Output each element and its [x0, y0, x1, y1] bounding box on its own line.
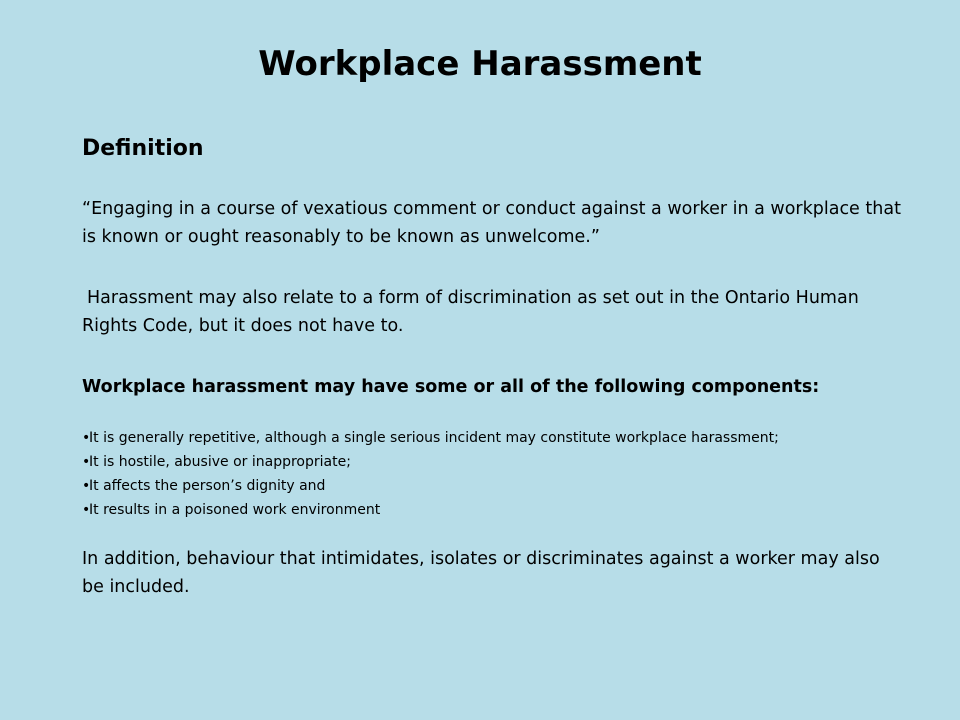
list-item [82, 426, 902, 450]
bullet-icon: • [82, 502, 91, 518]
list-item-text: It is generally repetitive, although a single serious incident may constitute workplace harassment; [89, 430, 779, 446]
list-item-text: It results in a poisoned work environment [89, 502, 381, 518]
definition-heading: Definition [82, 136, 204, 161]
definition-quote: “Engaging in a course of vexatious comment or conduct against a worker in a workplace that is known or ought reasonably to be known as unwelcome.” [82, 199, 901, 247]
discrimination-note: Harassment may also relate to a form of discrimination as set out in the Ontario Human Rights Code, but it does not have to. [82, 288, 859, 336]
bullet-icon: • [82, 478, 91, 494]
list-item [82, 474, 902, 498]
slide-content [82, 136, 902, 601]
list-item [82, 498, 902, 522]
list-item-text: It is hostile, abusive or inappropriate; [89, 454, 351, 470]
bullet-icon: • [82, 454, 91, 470]
components-list [82, 426, 902, 522]
bullet-icon: • [82, 430, 91, 446]
list-item [82, 450, 902, 474]
components-heading: Workplace harassment may have some or all of the following components: [82, 377, 820, 397]
list-item-text: It affects the person’s dignity and [89, 478, 326, 494]
closing-paragraph: In addition, behaviour that intimidates, isolates or discriminates against a worker may also be included. [82, 549, 880, 597]
slide-title: Workplace Harassment [258, 44, 702, 84]
